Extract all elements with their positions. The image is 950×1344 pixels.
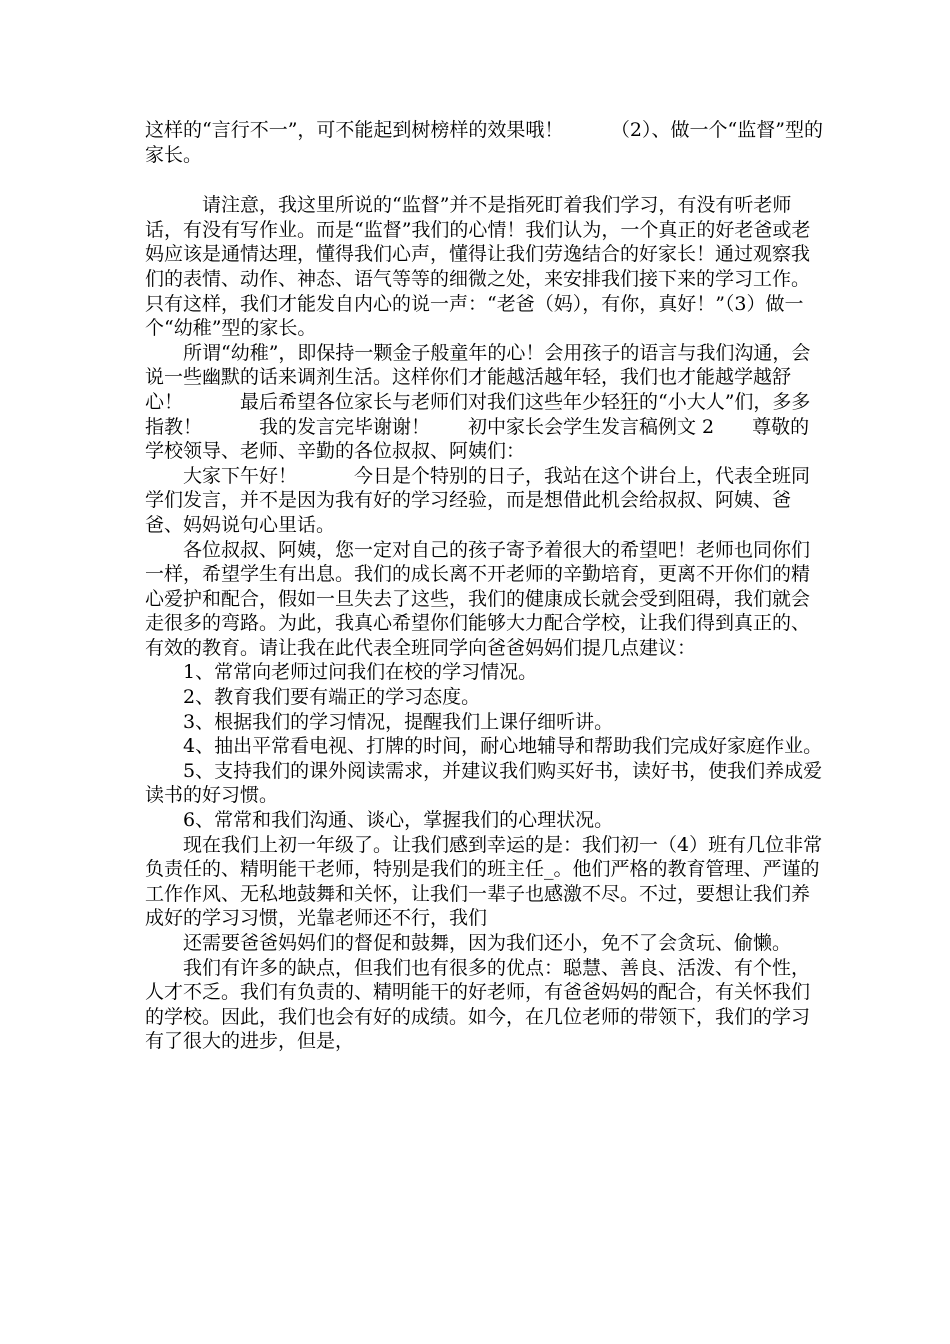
paragraph-7: 还需要爸爸妈妈们的督促和鼓舞，因为我们还小，免不了会贪玩、偷懒。 bbox=[145, 932, 792, 954]
suggestion-4: 4、抽出平常看电视、打牌的时间，耐心地辅导和帮助我们完成好家庭作业。 bbox=[145, 735, 823, 758]
paragraph-1: 这样的“言行不一”，可不能起到树榜样的效果哦！ （2）、做一个“监督”型的家长。 bbox=[145, 119, 823, 166]
suggestion-5: 5、支持我们的课外阅读需求，并建议我们购买好书，读好书，使我们养成爱读书的好习惯。 bbox=[145, 759, 823, 807]
paragraph-4: 大家下午好！ 今日是个特别的日子，我站在这个讲台上，代表全班同学们发言，并不是因为我有好的学习经验，而是想借此机会给叔叔、阿姨、爸爸、妈妈说句心里话。 bbox=[145, 464, 811, 536]
paragraph-8: 我们有许多的缺点，但我们也有很多的优点：聪慧、善良、活泼、有个性，人才不乏。我们有负责的、精明能干的好老师，有爸爸妈妈的配合，有关怀我们的学校。因此，我们也会有好的成绩。如今，在几位老师的带领下，我们的学习有了很大的进步，但是， bbox=[145, 956, 811, 1053]
suggestion-2: 2、教育我们要有端正的学习态度。 bbox=[145, 686, 481, 709]
document-body bbox=[145, 118, 825, 1054]
suggestion-3: 3、根据我们的学习情况，提醒我们上课仔细听讲。 bbox=[145, 710, 614, 733]
paragraph-5: 各位叔叔、阿姨，您一定对自己的孩子寄予着很大的希望吧！老师也同你们一样，希望学生有出息。我们的成长离不开老师的辛勤培育，更离不开你们的精心爱护和配合，假如一旦失去了这些，我们的健康成长就会受到阻碍，我们就会走很多的弯路。为此，我真心希望你们能够大力配合学校，让我们得到真正的、有效的教育。请让我在此代表全班同学向爸爸妈妈们提几点建议： bbox=[145, 538, 811, 659]
paragraph-6: 现在我们上初一年级了。让我们感到幸运的是：我们初一（4）班有几位非常负责任的、精明能干老师，特别是我们的班主任_。他们严格的教育管理、严谨的工作作风、无私地鼓舞和关怀，让我们一辈子也感激不尽。不过，要想让我们养成好的学习习惯，光靠老师还不行，我们 bbox=[145, 833, 823, 930]
paragraph-gap bbox=[145, 167, 825, 193]
paragraph-3: 所谓“幼稚”，即保持一颗金子般童年的心！会用孩子的语言与我们沟通，会说一些幽默的话来调剂生活。这样你们才能越活越年轻，我们也才能越学越舒心！ 最后希望各位家长与老师们对我们这些年少轻狂的“小大人”们，多多指教！ 我的发言完毕谢谢！ 初中家长会学生发言稿例文 2 尊敬的学校领导、老师、辛勤的各位叔叔、阿姨们： bbox=[145, 341, 811, 463]
suggestion-1: 1、常常向老师过问我们在校的学习情况。 bbox=[145, 661, 538, 684]
paragraph-2: 请注意，我这里所说的“监督”并不是指死盯着我们学习，有没有听老师话，有没有写作业。而是“监督”我们的心情！我们认为，一个真正的好老爸或老妈应该是通情达理，懂得我们心声，懂得让我们劳逸结合的好家长！通过观察我们的表情、动作、神态、语气等等的细微之处，来安排我们接下来的学习工作。只有这样，我们才能发自内心的说一声：“老爸（妈），有你，真好！”（3）做一个“幼稚”型的家长。 bbox=[145, 194, 811, 340]
suggestion-6: 6、常常和我们沟通、谈心，掌握我们的心理状况。 bbox=[145, 809, 614, 832]
